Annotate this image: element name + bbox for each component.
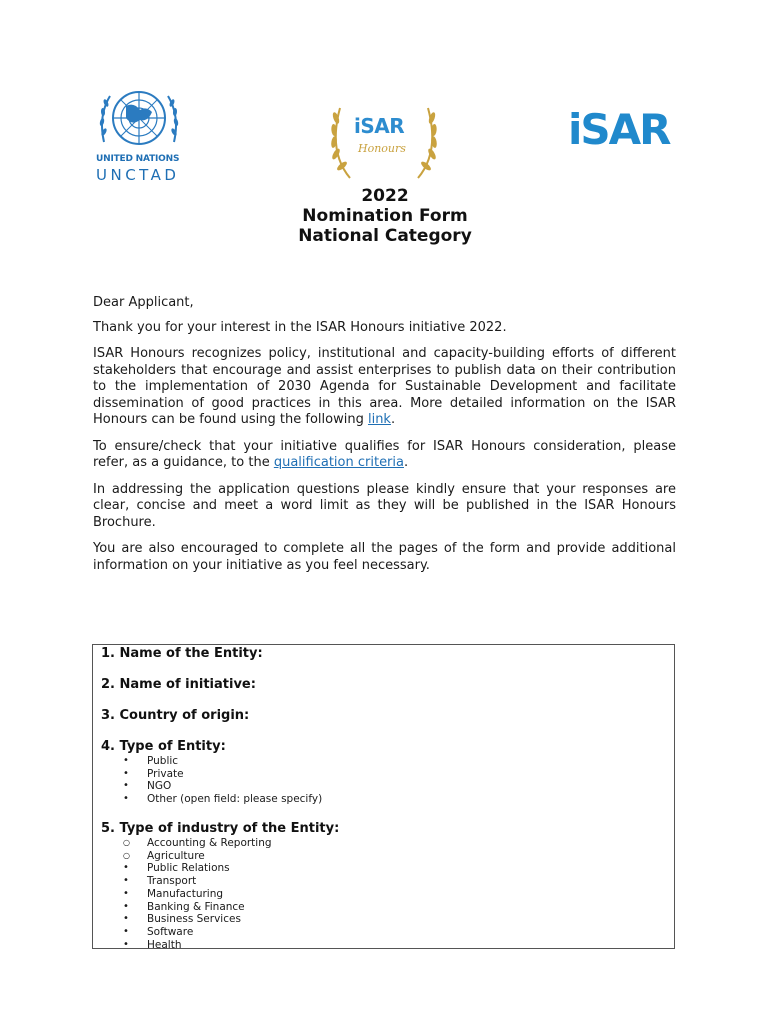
- question-industry-type: 5. Type of industry of the Entity:: [101, 821, 340, 836]
- un-logo-line1: UNITED NATIONS: [96, 154, 180, 164]
- title-category: National Category: [298, 226, 472, 246]
- info-link[interactable]: link: [367, 412, 391, 427]
- list-item: • Business Services: [93, 913, 272, 926]
- paragraph-description: [93, 346, 676, 429]
- question-initiative-name: 2. Name of initiative:: [101, 677, 256, 692]
- paragraph-encouragement: You are also encouraged to complete all the pages of the form and provide additional information on your initiative as you feel necessary.: [93, 541, 676, 573]
- title-year: 2022: [361, 186, 409, 206]
- paragraph-description-text: ISAR Honours recognizes policy, institutional and capacity-building efforts of different stakeholders that encourage and assist enterprises to publish data on their contribution to the implementation of 2030 Agenda for Sustainable Development and facilitate dissemination of good practices in this area. More detailed information on the ISAR Honours can be found using the following: [93, 346, 676, 427]
- list-item: • Transport: [93, 875, 272, 888]
- honours-brand-text: iSAR: [354, 114, 405, 138]
- list-item: • Manufacturing: [93, 888, 272, 901]
- question-entity-name: 1. Name of the Entity:: [101, 646, 263, 661]
- paragraph-description-end: .: [390, 412, 396, 427]
- list-item: • Public: [93, 755, 322, 768]
- list-item: ○ Agriculture: [93, 850, 272, 863]
- isar-logo: iSAR: [568, 105, 670, 154]
- document-title: [0, 186, 770, 246]
- list-item: • Other (open field: please specify): [93, 793, 322, 806]
- unctad-logo: [96, 82, 182, 186]
- list-item: • Private: [93, 768, 322, 781]
- un-emblem-icon: [96, 82, 182, 154]
- industry-type-list: [93, 837, 272, 951]
- list-item: • Software: [93, 926, 272, 939]
- paragraph-instructions: In addressing the application questions please kindly ensure that your responses are clear, concise and meet a word limit as they will be published in the ISAR Honours Brochure.: [93, 481, 676, 530]
- entity-type-list: [93, 755, 322, 806]
- title-form-name: Nomination Form: [302, 206, 468, 226]
- letter-body: [93, 295, 676, 584]
- list-item: • NGO: [93, 780, 322, 793]
- question-country: 3. Country of origin:: [101, 708, 250, 723]
- nomination-form-box: [92, 644, 675, 949]
- list-item: • Banking & Finance: [93, 901, 272, 914]
- paragraph-criteria-text: To ensure/check that your initiative qualifies for ISAR Honours consideration, please refer, as a guidance, to the: [93, 438, 676, 470]
- honours-script-text: Honours: [358, 142, 406, 155]
- paragraph-criteria: [93, 439, 676, 472]
- list-item: • Public Relations: [93, 862, 272, 875]
- qualification-criteria-link[interactable]: qualification criteria: [273, 455, 404, 470]
- list-item: • Health: [93, 939, 272, 952]
- paragraph-criteria-end: .: [403, 455, 409, 470]
- isar-honours-logo: [322, 100, 446, 186]
- question-entity-type: 4. Type of Entity:: [101, 739, 226, 754]
- list-item: ○ Accounting & Reporting: [93, 837, 272, 850]
- un-logo-line2: UNCTAD: [96, 166, 180, 184]
- greeting: Dear Applicant,: [93, 295, 194, 310]
- paragraph-thanks: Thank you for your interest in the ISAR Honours initiative 2022.: [93, 319, 507, 335]
